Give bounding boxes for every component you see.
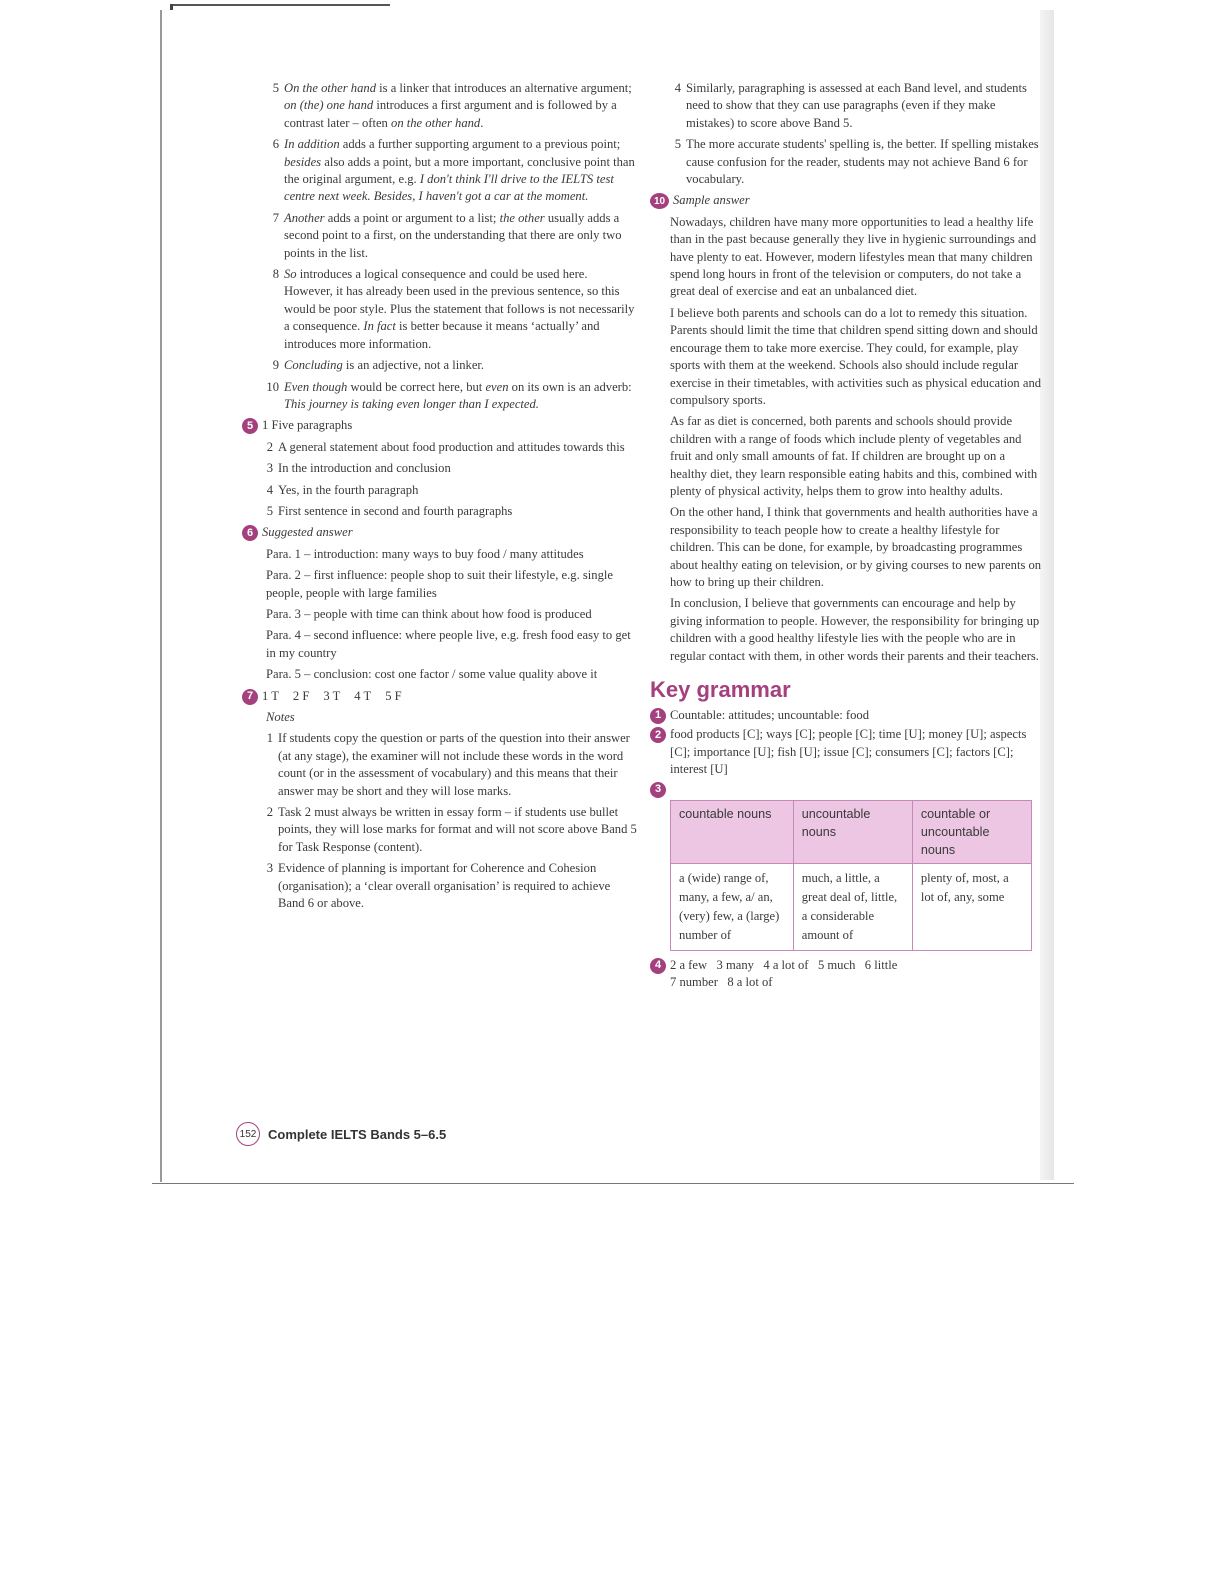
- item-number: 9: [272, 358, 279, 373]
- section-badge: 2: [650, 727, 666, 743]
- answer-key: 3 T: [323, 688, 341, 703]
- sample-answer: [650, 214, 1042, 665]
- list-item: [242, 136, 638, 206]
- key-grammar-2: 2 food products [C]; ways [C]; people [C]; time [U]; money [U]; aspects [C]; importance [U]; fish [U]; issue [C]; consumers [C]; factors [C]; interest [U]: [650, 726, 1042, 778]
- section-10: [650, 192, 1042, 209]
- item-number: 3: [266, 861, 273, 876]
- list-item: [242, 730, 638, 800]
- scan-edge-tick: [170, 4, 173, 10]
- outline-para: Para. 5 – conclusion: cost one factor / some value quality above it: [266, 667, 598, 682]
- page-footer: [236, 1122, 446, 1146]
- item-text: Even though would be correct here, but even on its own is an adverb: This journey is taking even longer than I expected.: [284, 379, 632, 411]
- item-text: In addition adds a further supporting argument to a previous point; besides also adds a point, but a more important, conclusive point than the original argument, e.g. I don't think I'll drive to the IELTS test centre next week. Besides, I haven't got a car at the moment.: [284, 137, 635, 204]
- section-badge: 1: [650, 708, 666, 724]
- item-number: 10: [266, 379, 279, 394]
- item-number: 5: [674, 137, 681, 152]
- section-badge: 10: [650, 193, 669, 209]
- section-5-list: [242, 439, 638, 521]
- item-text: On the other hand is a linker that introduces an alternative argument; on (the) one hand introduces a first argument and is followed by a contrast later – often on the other hand.: [284, 81, 632, 130]
- outline-para: Para. 1 – introduction: many ways to buy food / many attitudes: [266, 546, 584, 561]
- section-badge: 5: [242, 418, 258, 434]
- section-badge: 3: [650, 782, 666, 798]
- table-row: [671, 863, 1032, 950]
- key-grammar-3: [650, 781, 1042, 798]
- list-item: [650, 136, 1042, 188]
- list-item: [242, 804, 638, 856]
- answer-key: 2 F: [292, 688, 310, 703]
- item-number: 2: [266, 805, 273, 820]
- list-item: [242, 460, 638, 477]
- section-5: [242, 417, 638, 434]
- key-grammar-heading: Key grammar: [650, 677, 791, 702]
- section-5-first: 1 Five paragraphs: [262, 418, 353, 433]
- item-number: 6: [272, 137, 279, 152]
- item-number: 4: [266, 482, 273, 497]
- section-badge: 4: [650, 958, 666, 974]
- item-text: The more accurate students' spelling is, the better. If spelling mistakes cause confusion for the reader, students may not achieve Band 6 for vocabulary.: [686, 137, 1039, 187]
- item-text: First sentence in second and fourth paragraphs: [278, 503, 513, 518]
- section-6-title: Suggested answer: [262, 525, 353, 540]
- item-number: 4: [674, 81, 681, 95]
- section-badge: 7: [242, 689, 258, 705]
- list-item: [242, 210, 638, 262]
- list-item: [242, 357, 638, 374]
- section-10-title: Sample answer: [673, 193, 750, 208]
- list-item: [242, 503, 638, 520]
- item-text: Another adds a point or argument to a list; the other usually adds a second point to a first, on the understanding that there are only two points in the list.: [284, 210, 622, 260]
- item-text: A general statement about food production and attitudes towards this: [278, 439, 625, 454]
- answer-key: 5 F: [385, 688, 402, 703]
- item-text: Concluding is an adjective, not a linker.: [284, 358, 485, 373]
- sample-paragraph: In conclusion, I believe that governments can encourage and help by giving information to people. However, the responsibility for bringing up children with a good healthy lifestyle lies with the people who are in regular contact with them, in other words their parents and their teachers.: [670, 596, 1040, 663]
- section-6-paras: [242, 546, 638, 684]
- sample-paragraph: On the other hand, I think that governments and health authorities have a responsibility to teach people how to create a healthy lifestyle for children. This can be done, for example, by broadcasting programmes about healthy eating on television, or by giving courses to new parents on how to bring up their children.: [670, 505, 1042, 589]
- list-item: [242, 266, 638, 353]
- book-title: Complete IELTS Bands 5–6.5: [268, 1126, 447, 1142]
- notes-title: Notes: [266, 710, 295, 724]
- list-item: [242, 80, 638, 132]
- sample-paragraph: I believe both parents and schools can do a lot to remedy this situation. Parents should limit the time that children spend sitting down and should encourage them to take more exercise. They could, for example, play sports with them at the weekend. Schools also should include regular exercise in their timetables, with activities such as physical education and compulsory sports.: [670, 305, 1042, 407]
- item-text: In the introduction and conclusion: [278, 461, 451, 476]
- sample-paragraph: As far as diet is concerned, both parents and schools should provide children with a range of foods which include plenty of vegetables and fruit and only small amounts of fat. If children are brought up on a healthy diet, they learn responsible eating habits and this, combined with plenty of physical activity, helps them to grow into healthy adults.: [670, 414, 1038, 498]
- item-text: Evidence of planning is important for Coherence and Cohesion (organisation); a ‘clear overall organisation’ is required to achieve Band 6 or above.: [278, 861, 611, 911]
- notes-list: [242, 730, 638, 912]
- section-badge: 6: [242, 525, 258, 541]
- table-header-row: [671, 800, 1032, 863]
- outline-para: Para. 3 – people with time can think about how food is produced: [266, 606, 592, 621]
- item-number: 3: [266, 461, 273, 476]
- table-header: countable nouns: [671, 800, 794, 863]
- item-text: Task 2 must always be written in essay form – if students use bullet points, they will lose marks for format and will not score above Band 5 for Task Response (content).: [278, 805, 637, 854]
- assessment-notes-list: [650, 80, 1042, 188]
- grammar-table: [670, 800, 1032, 951]
- scan-edge-top: [170, 4, 390, 6]
- sample-paragraph: Nowadays, children have many more opportunities to lead a healthy life than in the past because generally they live in hygienic surroundings and have plenty to eat. However, modern lifestyles mean that many children spend long hours in front of the television or computers, do not take a great deal of exercise and eat an unbalanced diet.: [670, 214, 1037, 299]
- table-header: countable or uncountable nouns: [912, 800, 1031, 863]
- item-number: 8: [272, 267, 279, 282]
- item-number: 5: [266, 503, 273, 518]
- list-item: [650, 80, 1042, 132]
- table-header: uncountable nouns: [793, 800, 912, 863]
- section-7: [242, 688, 638, 705]
- item-number: 7: [272, 210, 279, 225]
- answer-key: 1 T: [262, 688, 279, 703]
- key-grammar-4: 4 2 a few 3 many 4 a lot of 5 much 6 little 7 number 8 a lot of: [650, 957, 1042, 992]
- item-text: If students copy the question or parts of the question into their answer (at any stage), the examiner will not include these words in the word count (or in the assessment of vocabulary) and this means that their answer may be short and they will lose marks.: [278, 731, 630, 798]
- item-text: Yes, in the fourth paragraph: [278, 482, 419, 497]
- right-column: [650, 80, 1042, 993]
- section-6: [242, 524, 638, 541]
- list-item: [242, 482, 638, 499]
- table-cell: plenty of, most, a lot of, any, some: [912, 863, 1031, 950]
- item-number: 1: [266, 731, 273, 746]
- list-item: [242, 379, 638, 414]
- item-text: So introduces a logical consequence and could be used here. However, it has already been used in the previous sentence, so this would be poor style. Plus the statement that follows is not necessarily a consequence. In fact is better because it means ‘actually’ and introduces more information.: [284, 267, 635, 351]
- item-number: 5: [272, 81, 279, 95]
- list-item: [242, 860, 638, 912]
- table-cell: a (wide) range of, many, a few, a/ an, (very) few, a (large) number of: [671, 863, 794, 950]
- answer-key: 4 T: [354, 688, 372, 703]
- item-number: 2: [266, 439, 273, 454]
- scan-edge-bottom: [152, 1183, 1074, 1184]
- section-7-answers: [262, 688, 416, 705]
- linker-notes-list: [242, 80, 638, 413]
- key-grammar-1: 1 Countable: attitudes; uncountable: food: [650, 707, 1042, 724]
- list-item: [242, 439, 638, 456]
- outline-para: Para. 2 – first influence: people shop to suit their lifestyle, e.g. single people, people with large families: [266, 568, 613, 600]
- left-column: [242, 80, 638, 916]
- outline-para: Para. 4 – second influence: where people live, e.g. fresh food easy to get in my country: [266, 628, 631, 660]
- table-cell: much, a little, a great deal of, little, a considerable amount of: [793, 863, 912, 950]
- page-number: 152: [236, 1122, 260, 1146]
- item-text: Similarly, paragraphing is assessed at each Band level, and students need to show that they can use paragraphs (even if they make mistakes) to score above Band 5.: [686, 81, 1027, 130]
- scan-page-shadow: [1040, 10, 1054, 1180]
- scan-edge-left: [160, 10, 162, 1182]
